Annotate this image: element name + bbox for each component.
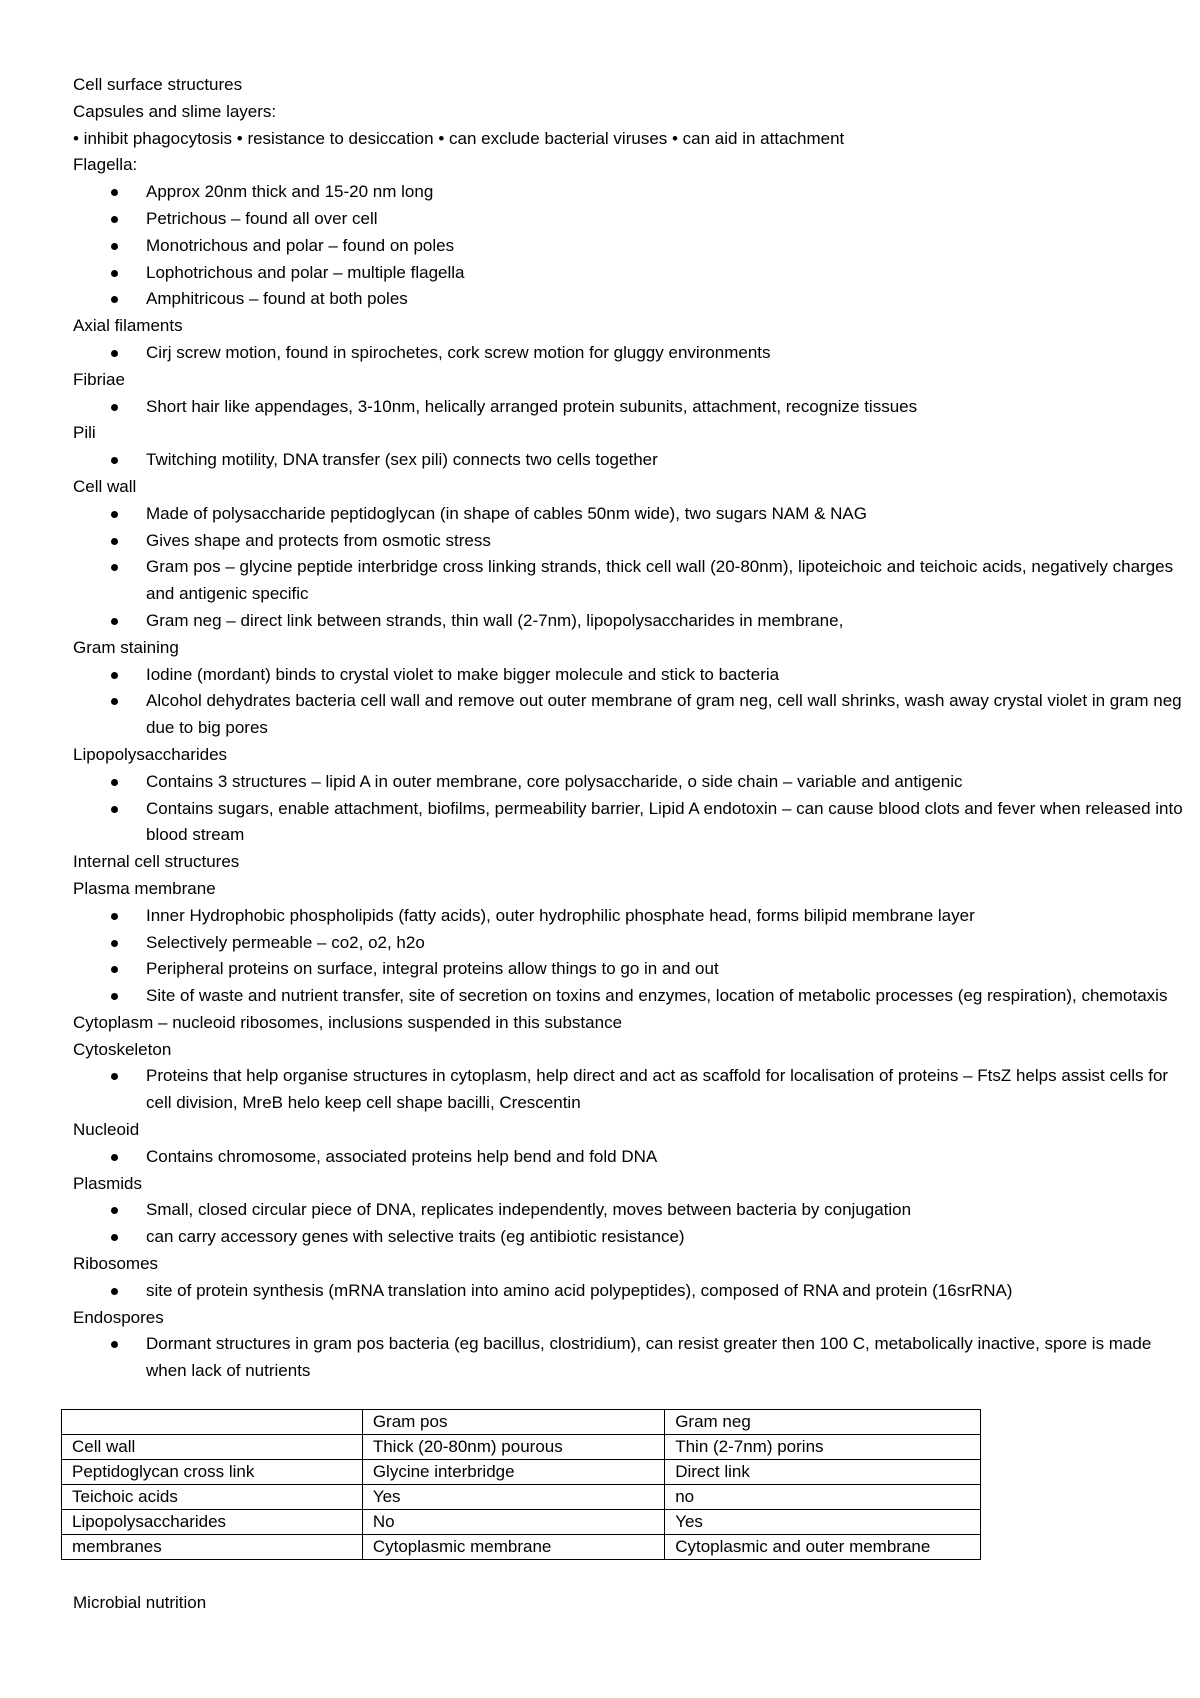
list-item-text: Made of polysaccharide peptidoglycan (in shape of cables 50nm wide), two sugars NAM & NAG [146, 503, 867, 523]
list-item [73, 501, 1133, 528]
section-heading: Plasma membrane [73, 878, 216, 898]
doc-title: Cell surface structures [73, 75, 243, 94]
list-item-text: Peripheral proteins on surface, integral proteins allow things to go in and out [146, 959, 719, 979]
table-row [62, 1510, 981, 1535]
bullet-dot-icon [111, 216, 118, 223]
list-item [73, 394, 1133, 421]
list-item-text: Monotrichous and polar – found on poles [146, 235, 455, 255]
bullet-list [73, 501, 1174, 635]
list-item-text: Twitching motility, DNA transfer (sex pili) connects two cells together [146, 450, 658, 470]
section-heading: Gram staining [73, 637, 179, 657]
list-item-text: Gram pos – glycine peptide interbridge cross linking strands, thick cell wall (20-80nm), lipoteichoic and teichoic acids, negatively charges and antigenic specific [146, 557, 1174, 604]
bullet-list [73, 179, 1133, 313]
list-item [73, 260, 1133, 287]
bullet-list [73, 1278, 1133, 1305]
list-item-text: Site of waste and nutrient transfer, site of secretion on toxins and enzymes, location of metabolic processes (eg respiration), chemotaxis [146, 986, 1168, 1006]
list-item-text: Contains sugars, enable attachment, biofilms, permeability barrier, Lipid A endotoxin – can cause blood clots and fever when released into blood stream [146, 798, 1183, 845]
list-item-text: Alcohol dehydrates bacteria cell wall and remove out outer membrane of gram neg, cell wall shrinks, wash away crystal violet in gram neg due to big pores [146, 691, 1182, 738]
bullet-dot-icon [111, 1073, 118, 1080]
bullet-list [73, 903, 1168, 1010]
bullet-dot-icon [111, 779, 118, 786]
bullet-dot-icon [111, 1154, 118, 1161]
table-cell: Cell wall [62, 1435, 363, 1460]
list-item-text: can carry accessory genes with selective traits (eg antibiotic resistance) [146, 1227, 685, 1247]
section-heading: Ribosomes [73, 1254, 159, 1274]
list-item [73, 688, 1182, 742]
list-item [73, 1197, 1133, 1224]
list-item [73, 179, 1133, 206]
bullet-dot-icon [111, 296, 118, 303]
bullet-dot-icon [111, 404, 118, 411]
table-cell: Cytoplasmic membrane [362, 1535, 664, 1560]
section-heading: Lipopolysaccharides [73, 744, 228, 764]
document-body [73, 72, 1183, 1385]
list-item [73, 956, 1133, 983]
list-item [73, 930, 1133, 957]
list-item [73, 903, 1133, 930]
microbial-nutrition-heading: Microbial nutrition [73, 1593, 207, 1612]
bullet-dot-icon [111, 1207, 118, 1214]
bullet-list [73, 340, 1133, 367]
bullet-dot-icon [111, 189, 118, 196]
bullet-dot-icon [111, 672, 118, 679]
bullet-list [73, 1144, 1133, 1171]
table-cell: no [665, 1485, 981, 1510]
table-cell: Teichoic acids [62, 1485, 363, 1510]
bullet-dot-icon [111, 511, 118, 518]
list-item [73, 662, 1133, 689]
bullet-dot-icon [111, 564, 118, 571]
bullet-dot-icon [111, 806, 118, 813]
table-header-cell: Gram neg [665, 1410, 981, 1435]
bullet-dot-icon [111, 270, 118, 277]
section-heading: Axial filaments [73, 316, 183, 336]
table-header-row [62, 1410, 981, 1435]
section-heading: Cytoplasm – nucleoid ribosomes, inclusions suspended in this substance [73, 1012, 623, 1032]
list-item-text: Small, closed circular piece of DNA, replicates independently, moves between bacteria by conjugation [146, 1200, 912, 1220]
list-item-text: Iodine (mordant) binds to crystal violet to make bigger molecule and stick to bacteria [146, 664, 780, 684]
list-item [73, 447, 1133, 474]
table-cell: Lipopolysaccharides [62, 1510, 363, 1535]
table-cell: membranes [62, 1535, 363, 1560]
list-item-text: Cirj screw motion, found in spirochetes, cork screw motion for gluggy environments [146, 342, 771, 362]
table-row [62, 1535, 981, 1560]
list-item-text: Contains chromosome, associated proteins help bend and fold DNA [146, 1146, 658, 1166]
capsules-heading: Capsules and slime layers: [73, 101, 277, 121]
list-item [73, 769, 1133, 796]
section-heading: Cell wall [73, 476, 137, 496]
list-item-text: Short hair like appendages, 3-10nm, helically arranged protein subunits, attachment, recognize tissues [146, 396, 918, 416]
list-item-text: site of protein synthesis (mRNA translation into amino acid polypeptides), composed of RNA and protein (16srRNA) [146, 1280, 1013, 1300]
list-item [73, 1278, 1133, 1305]
list-item [73, 1224, 1133, 1251]
list-item [73, 1063, 1169, 1117]
bullet-dot-icon [111, 457, 118, 464]
list-item-text: Gives shape and protects from osmotic stress [146, 530, 491, 550]
list-item-text: Approx 20nm thick and 15-20 nm long [146, 182, 434, 202]
table-cell: Glycine interbridge [362, 1460, 664, 1485]
table-cell: Thick (20-80nm) pourous [362, 1435, 664, 1460]
gram-comparison-table [61, 1409, 981, 1560]
table-row [62, 1435, 981, 1460]
list-item-text: Proteins that help organise structures in cytoplasm, help direct and act as scaffold for localisation of proteins – FtsZ helps assist cells for cell division, MreB helo keep cell shape bacilli, Crescentin [146, 1066, 1169, 1113]
table-cell: Peptidoglycan cross link [62, 1460, 363, 1485]
table-row [62, 1485, 981, 1510]
bullet-dot-icon [111, 243, 118, 250]
bullet-dot-icon [111, 618, 118, 625]
section-heading: Internal cell structures [73, 852, 240, 872]
list-item [73, 1331, 1152, 1385]
table-cell: Thin (2-7nm) porins [665, 1435, 981, 1460]
bullet-dot-icon [111, 698, 118, 705]
list-item [73, 233, 1133, 260]
bullet-list [73, 662, 1182, 742]
bullet-dot-icon [111, 350, 118, 357]
section-heading: Pili [73, 423, 96, 443]
list-item [73, 1144, 1133, 1171]
bullet-dot-icon [111, 993, 118, 1000]
table-header-cell [62, 1410, 363, 1435]
section-heading: Cytoskeleton [73, 1039, 172, 1059]
bullet-dot-icon [111, 538, 118, 545]
bullet-list [73, 1063, 1169, 1117]
list-item-text: Gram neg – direct link between strands, thin wall (2-7nm), lipopolysaccharides in membrane, [146, 610, 844, 630]
bullet-dot-icon [111, 1288, 118, 1295]
bullet-list [73, 769, 1183, 849]
section-heading: Flagella: [73, 155, 138, 175]
bullet-list [73, 447, 1133, 474]
list-item-text: Lophotrichous and polar – multiple flagella [146, 262, 465, 282]
section-heading: Plasmids [73, 1173, 142, 1193]
list-item [73, 796, 1183, 850]
list-item [73, 286, 1133, 313]
capsules-summary: • inhibit phagocytosis • resistance to desiccation • can exclude bacterial viruses • can aid in attachment [73, 128, 845, 148]
list-item [73, 983, 1168, 1010]
section-heading: Nucleoid [73, 1120, 140, 1140]
section-heading: Endospores [73, 1307, 164, 1327]
list-item-text: Amphitricous – found at both poles [146, 289, 408, 309]
list-item-text: Petrichous – found all over cell [146, 208, 378, 228]
bullet-list [73, 394, 1133, 421]
table-cell: Yes [665, 1510, 981, 1535]
bullet-list [73, 1331, 1152, 1385]
list-item-text: Inner Hydrophobic phospholipids (fatty acids), outer hydrophilic phosphate head, forms bilipid membrane layer [146, 905, 975, 925]
table-cell: Yes [362, 1485, 664, 1510]
bullet-dot-icon [111, 913, 118, 920]
list-item [73, 206, 1133, 233]
list-item-text: Contains 3 structures – lipid A in outer membrane, core polysaccharide, o side chain – variable and antigenic [146, 771, 963, 791]
list-item-text: Selectively permeable – co2, o2, h2o [146, 932, 425, 952]
list-item [73, 608, 1133, 635]
section-heading: Fibriae [73, 369, 125, 389]
table-cell: No [362, 1510, 664, 1535]
list-item [73, 528, 1133, 555]
list-item [73, 554, 1174, 608]
bullet-list [73, 1197, 1133, 1251]
sections-container [73, 152, 1183, 1385]
list-item [73, 340, 1133, 367]
bullet-dot-icon [111, 1341, 118, 1348]
bullet-dot-icon [111, 940, 118, 947]
table-cell: Direct link [665, 1460, 981, 1485]
bullet-dot-icon [111, 966, 118, 973]
table-cell: Cytoplasmic and outer membrane [665, 1535, 981, 1560]
table-row [62, 1460, 981, 1485]
list-item-text: Dormant structures in gram pos bacteria (eg bacillus, clostridium), can resist greater then 100 C, metabolically inactive, spore is made when lack of nutrients [146, 1334, 1152, 1381]
bullet-dot-icon [111, 1234, 118, 1241]
table-header-cell: Gram pos [362, 1410, 664, 1435]
